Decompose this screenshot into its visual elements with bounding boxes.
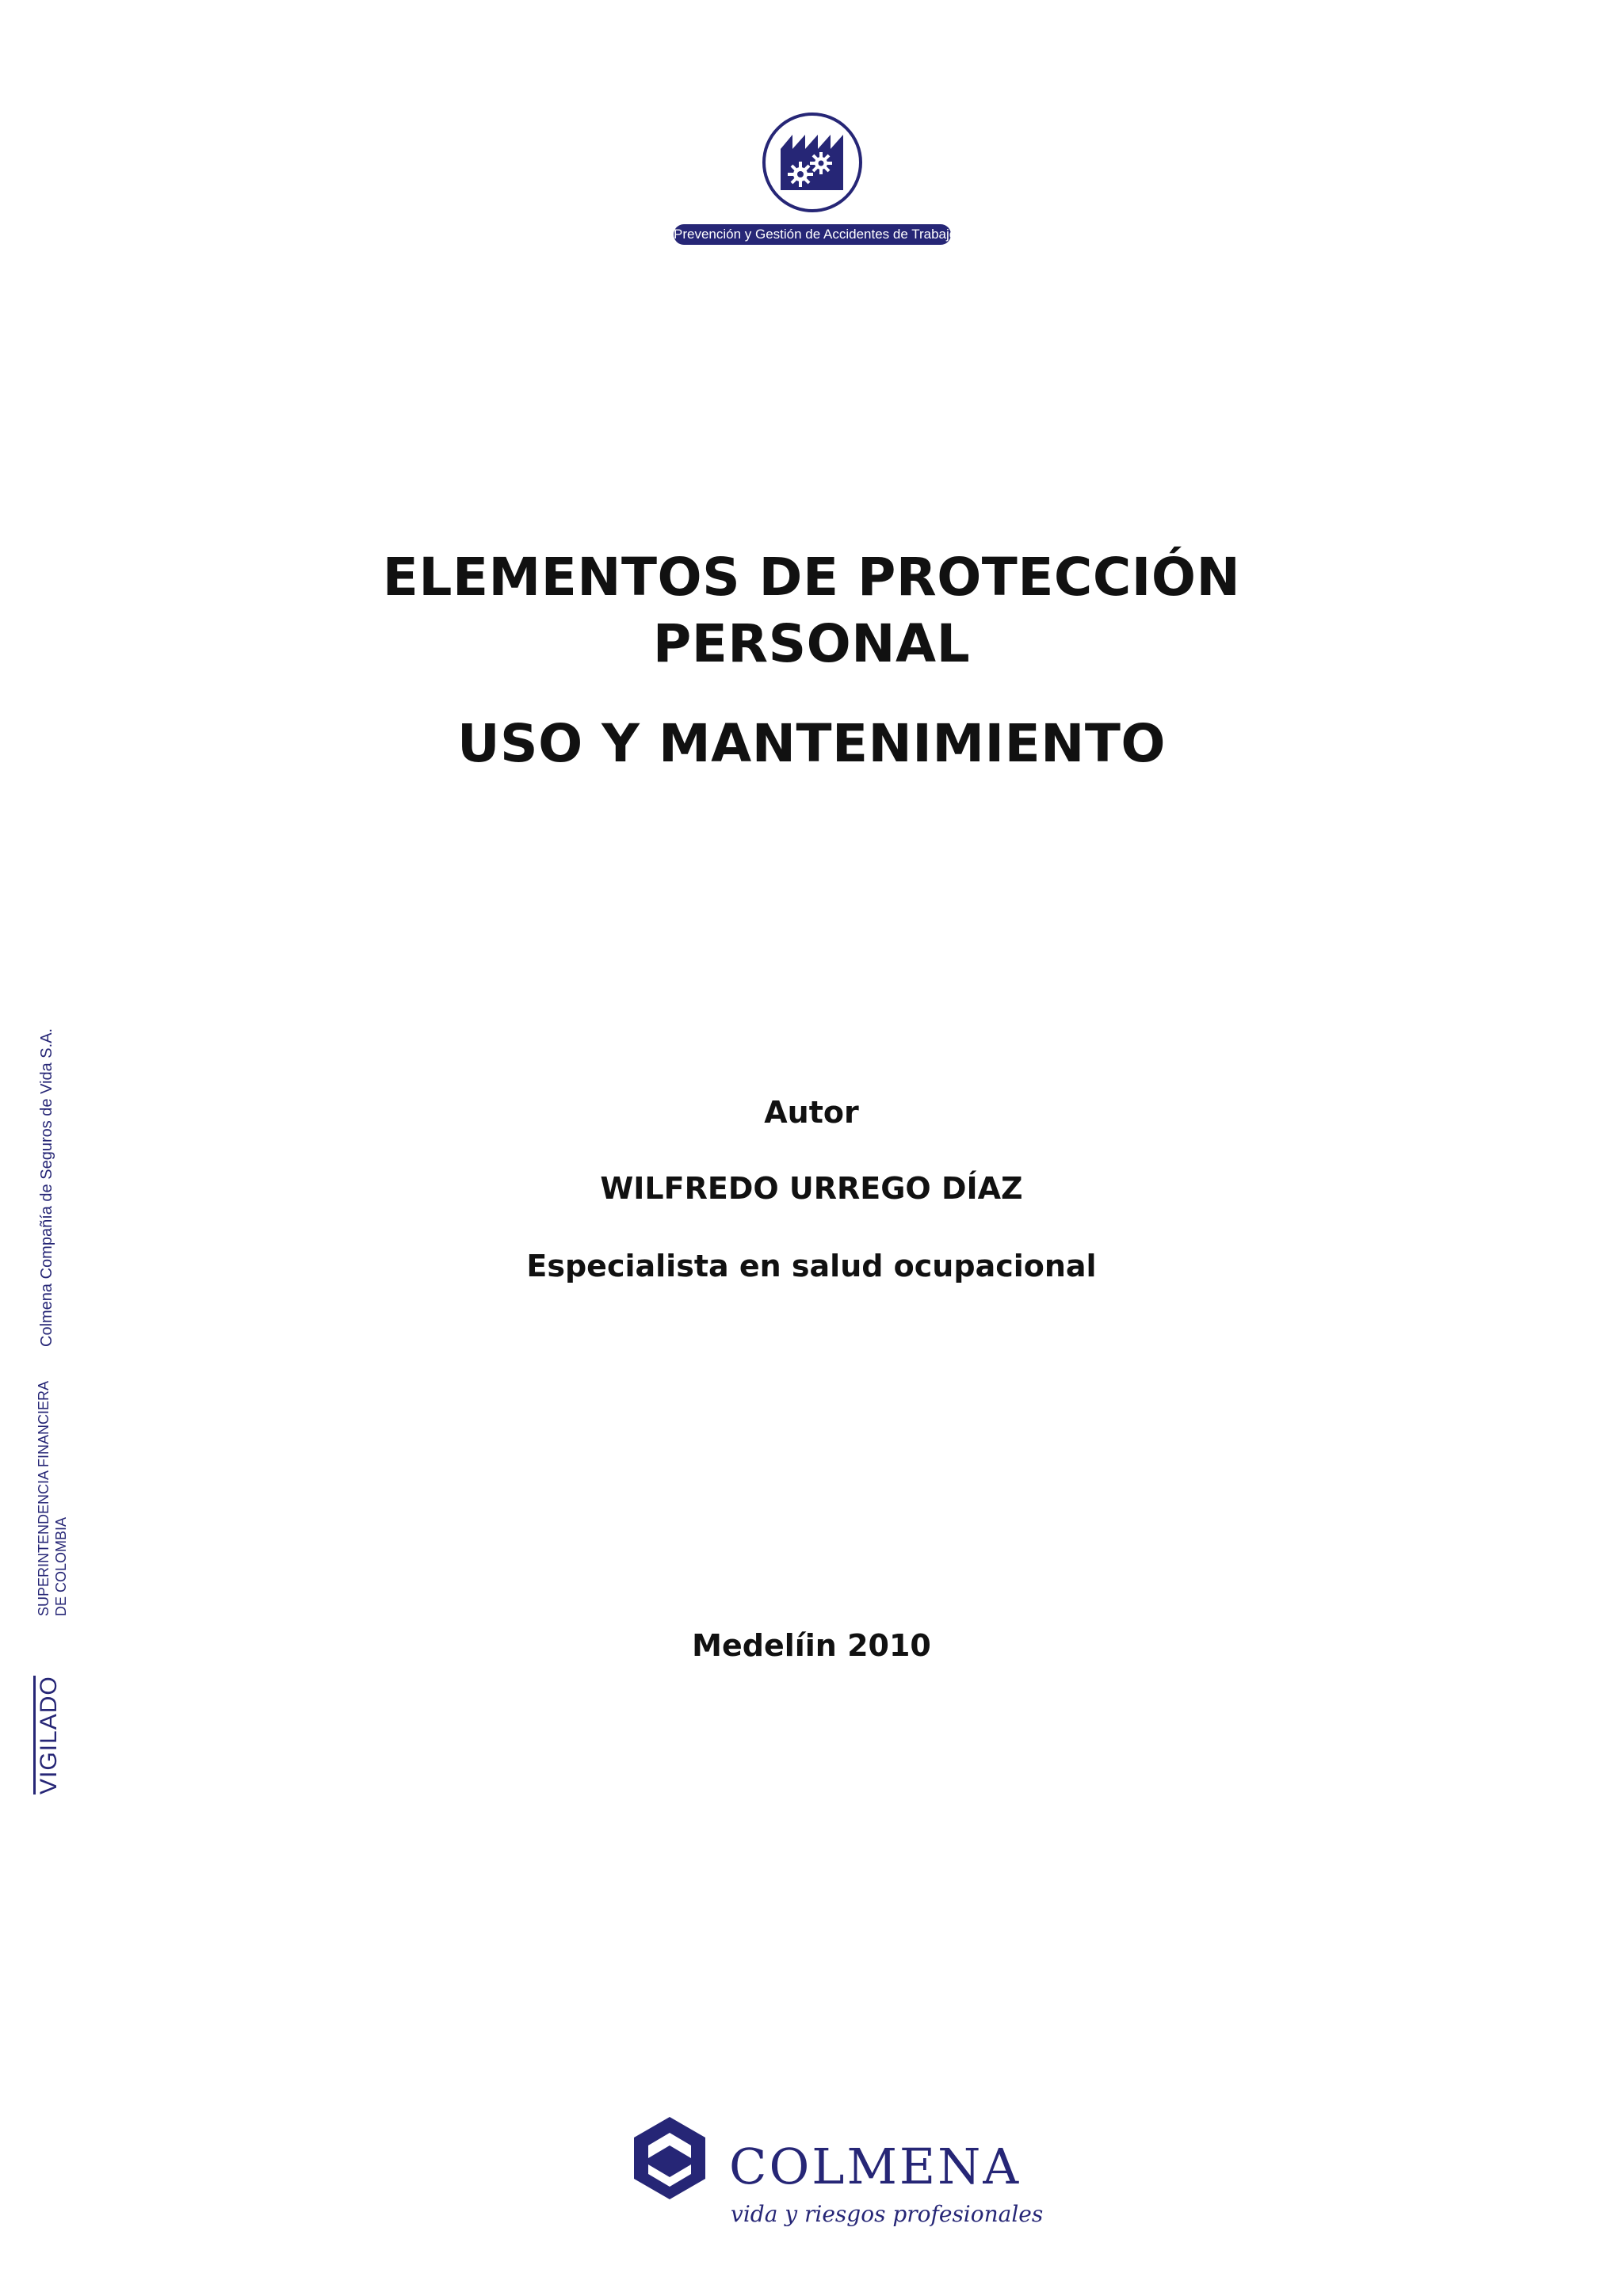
footer-brand-tagline: vida y riesgos profesionales	[731, 2201, 1044, 2227]
document-subtitle: USO Y MANTENIMIENTO	[456, 713, 1167, 774]
side-supervision-line-1: SUPERINTENDENCIA FINANCIERA	[36, 1380, 52, 1616]
document-title-line-1: ELEMENTOS DE PROTECCIÓN	[382, 547, 1241, 608]
document-title-line-2: PERSONAL	[652, 613, 971, 674]
author-heading: Autor	[764, 1095, 859, 1130]
place-year: Medelíin 2010	[692, 1628, 931, 1663]
header-logo-tagline: Prevención y Gestión de Accidentes de Trabajo	[674, 224, 951, 245]
footer-brand-name: COLMENA	[729, 2138, 1022, 2195]
footer-logo	[618, 2115, 1044, 2242]
header-logo	[674, 111, 957, 250]
side-supervision-line-2: DE COLOMBIA	[53, 1516, 69, 1616]
colmena-hexagon-icon	[626, 2115, 713, 2203]
side-company-text: Colmena Compañía de Seguros de Vida S.A.	[38, 1028, 55, 1347]
author-name: WILFREDO URREGO DÍAZ	[600, 1171, 1023, 1206]
author-title: Especialista en salud ocupacional	[526, 1249, 1097, 1283]
side-supervision-text	[35, 1381, 70, 1616]
side-vigilado-text: VIGILADO	[33, 1676, 63, 1794]
factory-gears-icon	[761, 111, 864, 214]
